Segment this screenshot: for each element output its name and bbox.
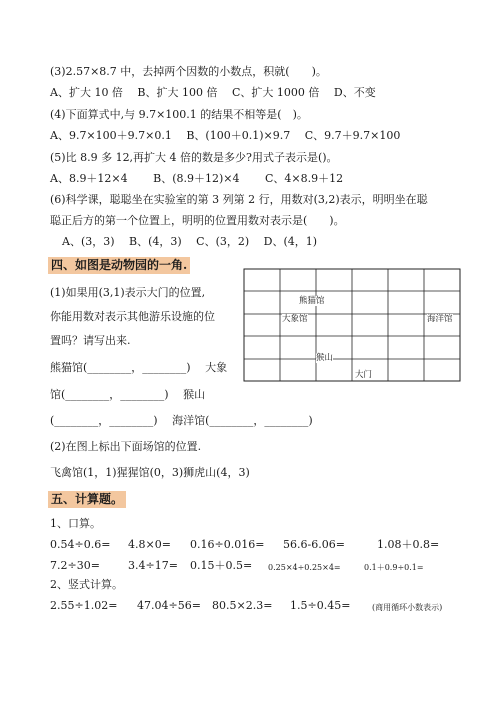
- map-label-gate: 大门: [355, 370, 373, 380]
- section5-heading: 五、计算题。: [48, 491, 126, 508]
- s5-part2: 2、竖式计算。: [50, 578, 123, 591]
- s4-blank1: 熊猫馆(________，________) 大象: [50, 361, 228, 374]
- calc-item: 1.5÷0.45=: [290, 599, 351, 612]
- q5-stem: (5)比 8.9 多 12,再扩大 4 倍的数是多少?用式子表示是()。: [50, 151, 338, 164]
- s4-q2: (2)在图上标出下面场馆的位置.: [50, 440, 202, 453]
- calc-note: (商用循环小数表示): [372, 603, 443, 612]
- calc-item: 47.04÷56=: [137, 599, 201, 612]
- map-label-panda: 熊猫馆: [299, 296, 325, 306]
- s5-part1: 1、口算。: [50, 517, 101, 530]
- q3-stem: (3)2.57×8.7 中，去掉两个因数的小数点，积就( )。: [50, 65, 327, 78]
- q5-options: A、8.9＋12×4 B、(8.9＋12)×4 C、4×8.9＋12: [50, 172, 344, 185]
- s4-blank3: (________，________) 海洋馆(________，________): [50, 414, 313, 427]
- q6-line1: (6)科学课，聪聪坐在实验室的第 3 列第 2 行，用数对(3,2)表示，明明坐在聪: [50, 193, 428, 206]
- calc-item: 0.16÷0.016=: [190, 538, 265, 551]
- calc-item: 0.1＋0.9÷0.1=: [364, 563, 424, 572]
- s4-q1-line3: 置吗？请写出来.: [50, 334, 131, 347]
- calc-item: 0.54÷0.6=: [50, 538, 111, 551]
- q6-line2: 聪正后方的第一个位置上，明明的位置用数对表示是( )。: [50, 214, 345, 227]
- section4-heading: 四、如图是动物园的一角.: [48, 257, 190, 274]
- s4-q2-items: 飞禽馆(1，1)猩猩馆(0，3)狮虎山(4，3): [50, 466, 250, 479]
- calc-item: 80.5×2.3=: [212, 599, 273, 612]
- zoo-grid-map: [243, 268, 463, 384]
- calc-item: 2.55÷1.02=: [50, 599, 118, 612]
- q4-stem: (4)下面算式中,与 9.7×100.1 的结果不相等是( )。: [50, 108, 308, 121]
- s4-blank2: 馆(________，________) 猴山: [50, 388, 206, 401]
- q3-options: A、扩大 10 倍 B、扩大 100 倍 C、扩大 1000 倍 D、不变: [50, 86, 376, 99]
- map-label-elephant: 大象馆: [282, 314, 308, 324]
- q6-options: A、(3，3) B、(4，3) C、(3，2) D、(4，1): [62, 235, 318, 248]
- q4-options: A、9.7×100＋9.7×0.1 B、(100＋0.1)×9.7 C、9.7＋9.7×100: [50, 129, 401, 142]
- map-label-monkey: 猴山: [316, 353, 334, 363]
- s4-q1-line2: 你能用数对表示其他游乐设施的位: [50, 310, 215, 323]
- calc-item: 1.08＋0.8=: [377, 538, 440, 551]
- calc-item: 56.6-6.06=: [283, 538, 345, 551]
- calc-item: 4.8×0=: [128, 538, 171, 551]
- calc-item: 0.25×4÷0.25×4=: [268, 563, 341, 572]
- map-label-ocean: 海洋馆: [427, 314, 453, 324]
- s4-q1-line1: (1)如果用(3,1)表示大门的位置,: [50, 286, 206, 299]
- calc-item: 0.15＋0.5=: [190, 559, 253, 572]
- calc-item: 7.2÷30=: [50, 559, 100, 572]
- calc-item: 3.4÷17=: [128, 559, 178, 572]
